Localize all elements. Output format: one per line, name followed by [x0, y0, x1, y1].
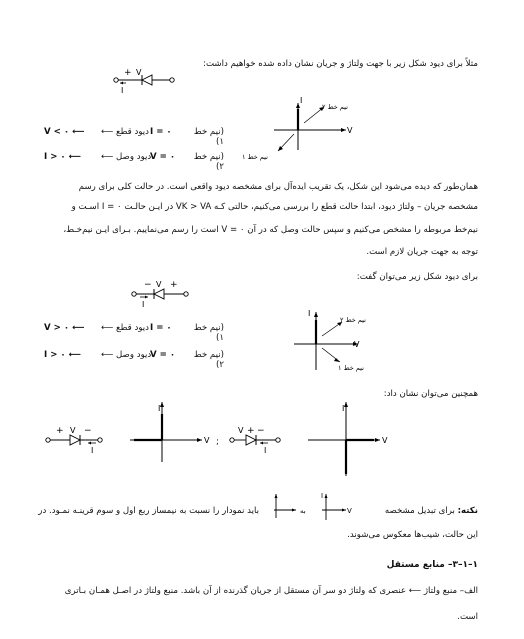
half-line-1-label: نیم خط ۱: [242, 153, 268, 161]
note-label: نکته:: [457, 506, 478, 516]
voltage-label: V: [70, 426, 76, 435]
current-label: I: [142, 300, 145, 308]
to-word: به: [300, 507, 306, 515]
diode-triangle: [154, 289, 164, 299]
current-arrow: [88, 442, 91, 445]
half-line-1-label: نیم خط ۱: [338, 364, 364, 372]
note-text-1: [385, 506, 478, 517]
note-text-2: باید نمودار را نسبت به نیمساز ربع اول و سوم قرینـه نمـود. در: [38, 506, 259, 516]
diode-triangle: [70, 435, 80, 445]
section-heading: ۱–۱–۳– منابع مستقل: [386, 560, 478, 570]
separator: ;: [216, 437, 219, 447]
eq-mid: دیود قطع ⟵: [101, 323, 149, 333]
paragraph-2-line-1: همان‌طور که دیده می‌شود این شکل، یک تقریب ایده‌آل برای مشخصه دیود واقعی است. در حالت کلی برای رسم: [78, 182, 478, 192]
plus-sign: +: [247, 426, 255, 436]
diode-circuit-1: [112, 66, 182, 94]
eq-lhs: V < ۰ ⟵: [44, 127, 85, 137]
diode-triangle: [142, 75, 152, 85]
eq-bold: I = ۰: [150, 323, 172, 333]
paragraph-2-line-3: نیم‌خط مربوطه را مشخص می‌کنیم و سپس حالت وصل که در آن V = ۰ است را رسم می‌نماییم. بـرای ایـن نیم‌خـط،: [63, 225, 478, 235]
eq-rhs: (نیم خط ۱): [193, 323, 224, 343]
current-label: I: [121, 86, 124, 94]
eq-mid: دیود وصل ⟵: [101, 350, 152, 360]
equation-conduct-2: [44, 350, 224, 370]
half-line-2-label: نیم خط ۲: [340, 316, 366, 324]
eq-lhs: I > ۰ ⟵: [44, 152, 81, 162]
eq-rhs: (نیم خط ۲): [193, 152, 224, 172]
diode-circuit-2: [126, 278, 198, 308]
axis-i-label: I: [300, 96, 303, 105]
voltage-label: V: [136, 68, 142, 77]
current-arrow: [260, 442, 263, 445]
current-arrow: [120, 82, 123, 85]
equation-cutoff-2: [44, 323, 224, 343]
axis-v-label: V: [347, 126, 353, 135]
axis-v-label: V: [354, 340, 360, 349]
axis-v-label: V: [204, 436, 210, 445]
paragraph-2-line-2: مشخصه جریان – ولتاژ دیود، ابتدا حالت قطع را بررسی می‌کنیم، حالتی کـه VK > VA در ایـن حالـت I = ۰ اسـت و: [71, 202, 478, 212]
eq-rhs: (نیم خط ۲): [193, 350, 224, 370]
eq-mid: دیود قطع ⟵: [101, 127, 149, 137]
eq-lhs: V > ۰ ⟵: [44, 323, 85, 333]
paragraph-5-line-1: الف– منبع ولتاژ ⟵ عنصری که ولتاژ دو سر آن مستقل از جریان گذرنده از آن باشد. منبع ولتاژ در اصـل همـان بـاتری: [64, 586, 478, 596]
iv-graph-4: [304, 398, 394, 480]
paragraph-3: برای دیود شکل زیر می‌توان گفت:: [356, 272, 478, 282]
axis-i-label: I: [321, 492, 324, 500]
current-arrow: [145, 296, 148, 299]
note-axes-small: [262, 490, 358, 524]
iv-graph-2: [288, 308, 398, 374]
equation-conduct-1: [44, 152, 224, 172]
current-label: I: [91, 446, 94, 455]
paragraph-2-line-4: توجه به جهت جریان لازم است.: [366, 247, 478, 257]
diode-triangle: [246, 435, 256, 445]
iv-graph-3: [126, 398, 216, 466]
eq-lhs: I > ۰ ⟵: [44, 350, 81, 360]
minus-sign: −: [257, 426, 265, 436]
equation-cutoff-1: [44, 127, 224, 147]
minus-sign: −: [84, 426, 92, 436]
minus-sign: −: [144, 280, 152, 290]
iv-graph-1: [238, 95, 378, 167]
axis-i-label: I: [342, 404, 345, 413]
plus-sign: +: [56, 426, 64, 436]
eq-bold: I = ۰: [150, 127, 172, 137]
axis-i-label: I: [308, 309, 311, 318]
eq-bold: V = ۰: [150, 350, 176, 360]
voltage-label: V: [156, 280, 162, 289]
note-prefix: برای تبدیل مشخصه: [384, 506, 455, 516]
eq-mid: دیود وصل ⟵: [101, 152, 152, 162]
note-text-3: این حالت، شیب‌ها معکوس می‌شوند.: [347, 530, 478, 540]
paragraph-4: همچنین می‌توان نشان داد:: [383, 389, 478, 399]
plus-sign: +: [124, 68, 132, 78]
plus-sign: +: [170, 280, 178, 290]
intro-paragraph: مثلاً برای دیود شکل زیر با جهت ولتاژ و جریان نشان داده شده خواهیم داشت:: [203, 59, 478, 69]
paragraph-5-line-2: است.: [457, 612, 478, 622]
diode-circuit-3: [42, 424, 122, 456]
current-label: I: [264, 446, 267, 455]
half-line-2-label: نیم خط ۲: [322, 103, 348, 111]
eq-rhs: (نیم خط ۱): [193, 127, 224, 147]
diode-circuit-4: [226, 424, 306, 456]
axis-v-label: V: [347, 507, 352, 515]
axis-v-label: V: [382, 436, 388, 445]
axis-i-label: I: [158, 404, 161, 413]
voltage-label: V: [238, 426, 244, 435]
eq-bold: V = ۰: [150, 152, 176, 162]
